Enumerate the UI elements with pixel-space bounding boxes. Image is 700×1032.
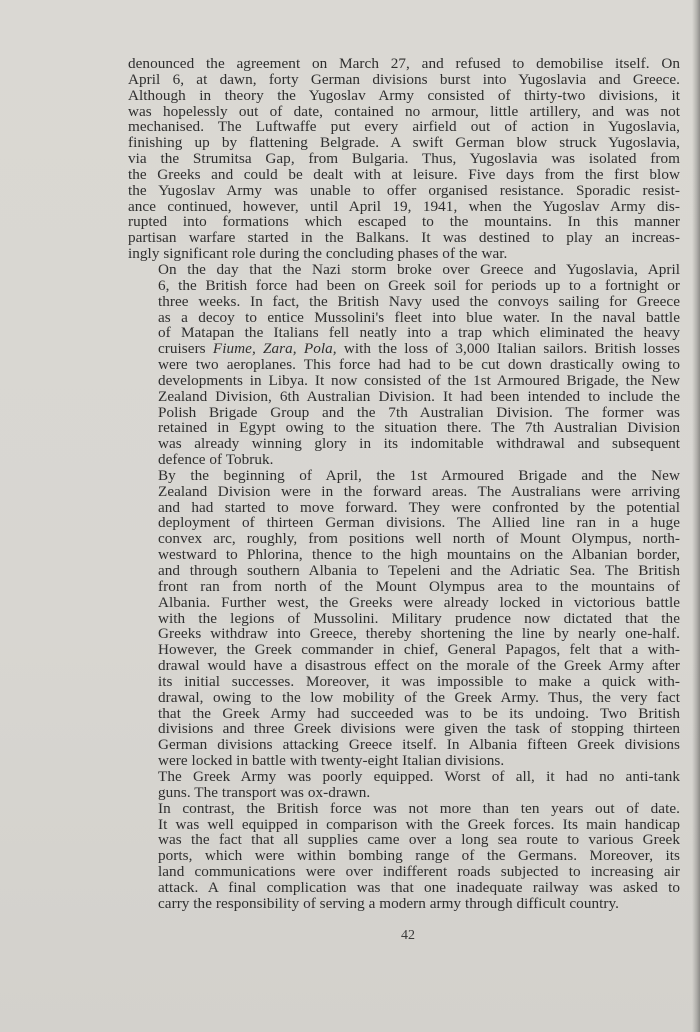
text-line: By the beginning of April, the 1st Armoured Brigade and the New	[158, 466, 680, 484]
text-line: Zealand Division, 6th Australian Division. It had been intended to include the	[158, 387, 680, 405]
text-line: was the fact that all supplies came over a long sea route to various Greek	[158, 831, 680, 849]
text-line: In contrast, the British force was not more than ten years out of date.	[158, 799, 680, 817]
text-line: front ran from north of the Mount Olympus area to the mountains of	[158, 577, 680, 595]
text-line: cruisers Fiume, Zara, Pola, with the loss of 3,000 Italian sailors. British losses	[158, 340, 681, 358]
text-line: its initial successes. Moreover, it was impossible to make a quick with-	[158, 672, 680, 690]
text-line: were two aeroplanes. This force had had to be cut down drastically owing to	[158, 356, 680, 374]
text-line: ports, which were within bombing range of the Germans. Moreover, its	[158, 847, 680, 865]
text-line: were locked in battle with twenty-eight Italian divisions.	[158, 752, 505, 770]
text-line: drawal would have a disastrous effect on the morale of the Greek Army after	[158, 657, 680, 675]
text-line: ance continued, however, until April 19, 1941, when the Yugoslav Army dis-	[128, 197, 680, 215]
text-line: of Matapan the Italians fell neatly into a trap which eliminated the heavy	[158, 324, 680, 342]
paragraph	[128, 769, 680, 801]
text-line: that the Greek Army had succeeded was to be its undoing. Two British	[158, 704, 680, 722]
text-line: three weeks. In fact, the British Navy used the convoys sailing for Greece	[158, 292, 680, 310]
page-edge-shadow	[692, 0, 700, 1032]
text-line: guns. The transport was ox-drawn.	[158, 783, 371, 801]
page-number: 42	[401, 928, 415, 943]
text-line: as a decoy to entice Mussolini's fleet into blue water. In the naval battle	[158, 308, 680, 326]
text-line: carry the responsibility of serving a modern army through difficult country.	[158, 894, 619, 912]
text-line: and through southern Albania to Tepeleni and the Adriatic Sea. The British	[158, 562, 680, 579]
text-line: drawal, owing to the low mobility of the Greek Army. Thus, the very fact	[158, 688, 680, 706]
paragraph	[128, 56, 680, 262]
text-line: retained in Egypt owing to the situation there. The 7th Australian Division	[158, 419, 680, 437]
text-line: developments in Libya. It now consisted of the 1st Armoured Brigade, the New	[158, 371, 680, 389]
text-line: was hopelessly out of date, contained no armour, little artillery, and was not	[128, 102, 680, 120]
text-line: ingly significant role during the concluding phases of the war.	[128, 245, 508, 263]
text-line: attack. A final complication was that one inadequate railway was asked to	[158, 878, 680, 896]
text-line: was already winning glory in its indomitable withdrawal and subsequent	[158, 435, 680, 453]
text-line: westward to Phlorina, thence to the high mountains on the Albanian border,	[158, 546, 680, 564]
paragraph	[128, 262, 680, 468]
body-text	[128, 56, 680, 912]
text-line: Although in theory the Yugoslav Army consisted of thirty-two divisions, it	[128, 86, 680, 104]
text-line: divisions and three Greek divisions were given the task of stopping thirteen	[158, 720, 680, 738]
text-line: Zealand Division were in the forward areas. The Australians were arriving	[158, 482, 680, 500]
text-line: Greeks withdraw into Greece, thereby shortening the line by nearly one-half.	[158, 625, 680, 643]
text-line: the Greeks and could be dealt with at leisure. Five days from the first blow	[128, 165, 680, 183]
text-line: 6, the British force had been on Greek soil for periods up to a fortnight or	[158, 276, 680, 294]
text-line: defence of Tobruk.	[158, 451, 274, 469]
text-line: denounced the agreement on March 27, and refused to demobilise itself. On	[128, 55, 680, 72]
text-line: mechanised. The Luftwaffe put every airfield out of action in Yugoslavia,	[128, 118, 680, 136]
text-line: partisan warfare started in the Balkans. It was destined to play an increas-	[128, 229, 680, 247]
text-line: However, the Greek commander in chief, General Papagos, felt that a with-	[158, 641, 680, 659]
text-line: rupted into formations which escaped to the mountains. In this manner	[128, 213, 680, 231]
text-line: The Greek Army was poorly equipped. Worst of all, it had no anti-tank	[158, 767, 680, 785]
paragraph	[128, 801, 680, 912]
text-line: with the legions of Mussolini. Military prudence now dictated that the	[158, 609, 680, 627]
text-line: and had started to move forward. They were confronted by the potential	[158, 498, 680, 516]
text-line: the Yugoslav Army was unable to offer organised resistance. Sporadic resist-	[128, 181, 680, 199]
text-line: deployment of thirteen German divisions. The Allied line ran in a huge	[158, 514, 680, 532]
text-line: finishing up by flattening Belgrade. A swift German blow struck Yugoslavia,	[128, 134, 680, 152]
text-line: land communications were over indifferent roads subjected to increasing air	[158, 863, 680, 881]
text-line: convex arc, roughly, from positions well north of Mount Olympus, north-	[158, 530, 680, 548]
text-line: via the Strumitsa Gap, from Bulgaria. Thus, Yugoslavia was isolated from	[128, 150, 680, 168]
paragraph	[128, 468, 680, 769]
text-line: It was well equipped in comparison with the Greek forces. Its main handicap	[158, 815, 680, 833]
text-line: On the day that the Nazi storm broke over Greece and Yugoslavia, April	[158, 260, 680, 278]
text-line: April 6, at dawn, forty German divisions burst into Yugoslavia and Greece.	[128, 70, 680, 88]
text-line: Polish Brigade Group and the 7th Australian Division. The former was	[158, 403, 680, 421]
text-line: Albania. Further west, the Greeks were already locked in victorious battle	[158, 593, 680, 611]
text-line: German divisions attacking Greece itself. In Albania fifteen Greek divisions	[158, 736, 680, 754]
